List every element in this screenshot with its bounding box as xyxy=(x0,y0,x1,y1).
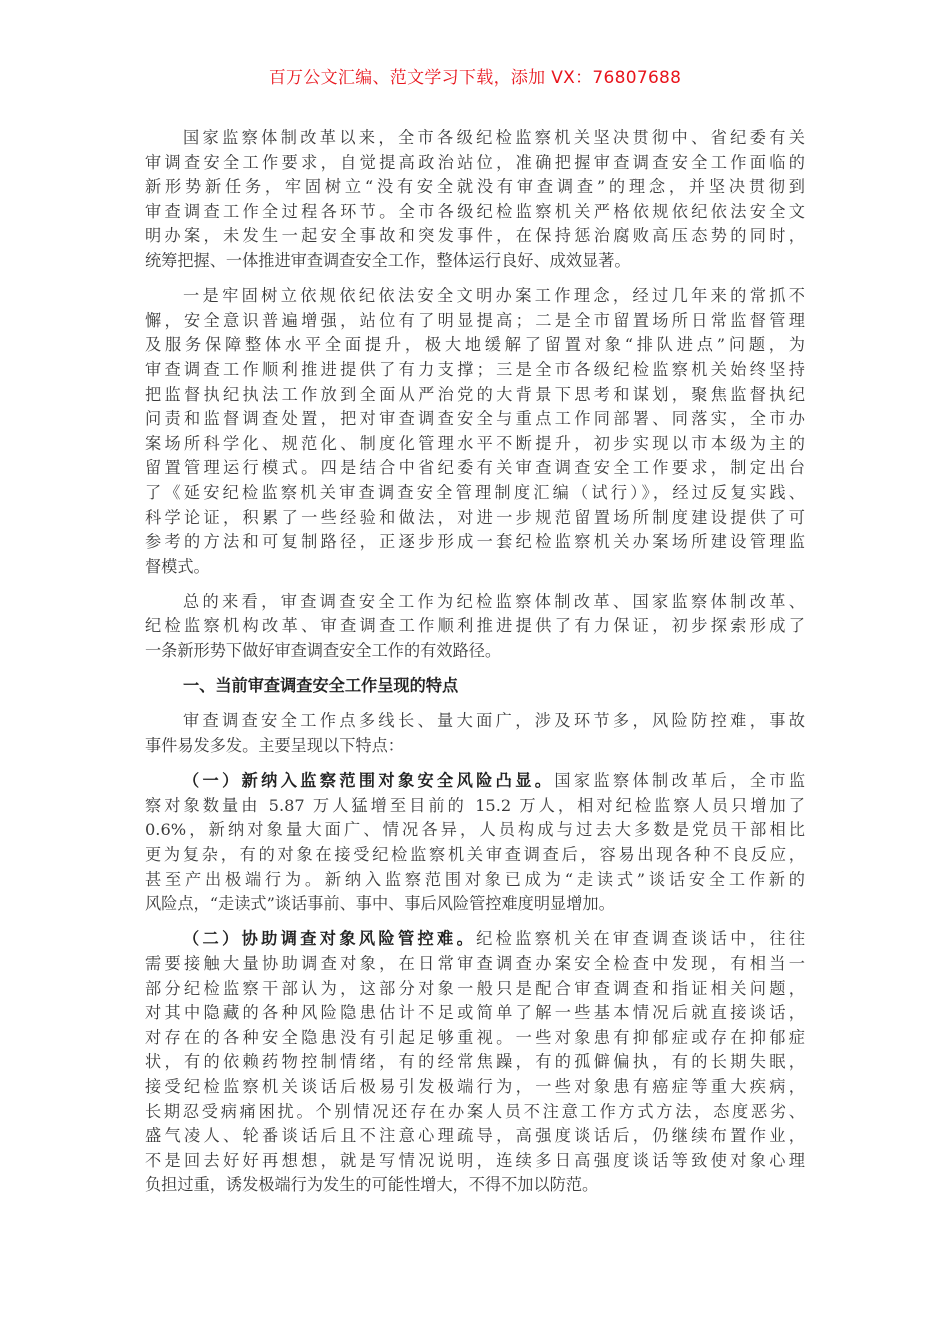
paragraph-point-1 xyxy=(145,769,805,917)
text-line: 不是回去好好再想想，就是写情况说明，连续多日高强度谈话等致使对象心理 xyxy=(145,1150,805,1170)
text-line: 更为复杂，有的对象在接受纪检监察机关审查调查后，容易出现各种不良反应， xyxy=(145,845,805,864)
text-line: 把监督执纪执法工作放到全面从严治党的大背景下思考和谋划，聚焦监督执纪 xyxy=(145,384,805,404)
text-line: 审查调查工作全过程各环节。全市各级纪检监察机关严格依规依纪依法安全文 xyxy=(145,201,805,221)
text-line: 对存在的各种安全隐患没有引起足够重视。一些对象患有抑郁症或存在抑郁症 xyxy=(145,1027,805,1047)
point-1-title: （一）新纳入监察范围对象安全风险凸显。 xyxy=(183,771,555,791)
paragraph-intro-reform xyxy=(145,126,805,274)
paragraph-summary xyxy=(145,590,805,664)
section-heading xyxy=(145,674,805,699)
text-line xyxy=(145,769,805,794)
text-line: 问责和监督调查处置，把对审查调查安全与重点工作同部署、同落实，全市办 xyxy=(145,409,805,429)
text-line: 参考的方法和可复制路径，正逐步形成一套纪检监察机关办案场所建设管理监 xyxy=(145,532,805,552)
document-body xyxy=(145,126,805,1198)
text-line: 一条新形势下做好审查调查安全工作的有效路径。 xyxy=(145,641,502,661)
text-line: 甚至产出极端行为。新纳入监察范围对象已成为“走读式”谈话安全工作新的 xyxy=(145,869,805,889)
section-heading-text: 一、当前审查调查安全工作呈现的特点 xyxy=(183,676,459,696)
point-2-title: （二）协助调查对象风险管控难。 xyxy=(183,929,477,949)
text-line: 懈，安全意识普遍增强，站位有了明显提高；二是全市留置场所日常监督管理 xyxy=(145,310,805,330)
text-line: 负担过重，诱发极端行为发生的可能性增大，不得不加以防范。 xyxy=(145,1175,599,1195)
watermark-header: 百万公文汇编、范文学习下载，添加 VX：76807688 xyxy=(268,68,682,88)
text-line: 审查调查工作顺利推进提供了有力支撑；三是全市各级纪检监察机关始终坚持 xyxy=(145,359,805,379)
text-line: 长期忍受病痛困扰。个别情况还存在办案人员不注意工作方式方法，态度恶劣、 xyxy=(145,1101,805,1121)
text-line: 督模式。 xyxy=(145,556,210,576)
paragraph-point-2 xyxy=(145,927,805,1198)
paragraph-section-intro xyxy=(145,709,805,758)
text-line: 接受纪检监察机关谈话后极易引发极端行为，一些对象患有癌症等重大疾病， xyxy=(145,1076,805,1096)
text-line: 统筹把握、一体推进审查调查安全工作，整体运行良好、成效显著。 xyxy=(145,250,631,270)
text-line xyxy=(145,927,805,952)
point-2-lead: 纪检监察机关在审查调查谈话中，往往 xyxy=(476,929,806,949)
text-line: 国家监察体制改革以来，全市各级纪检监察机关坚决贯彻中、省纪委有关 xyxy=(183,128,805,147)
text-line: 0.6%，新纳对象量大面广、情况各异，人员构成与过去大多数是党员干部相比 xyxy=(145,820,805,840)
text-line: 审调查安全工作要求，自觉提高政治站位，准确把握审查调查安全工作面临的 xyxy=(145,152,805,172)
text-line: 状，有的依赖药物控制情绪，有的经常焦躁，有的孤僻偏执，有的长期失眠， xyxy=(145,1052,805,1072)
text-line: 风险点，“走读式”谈话事前、事中、事后风险管控难度明显增加。 xyxy=(145,894,615,914)
text-line: 科学论证，积累了一些经验和做法，对进一步规范留置场所制度建设提供了可 xyxy=(145,507,805,527)
point-1-lead: 国家监察体制改革后，全市监 xyxy=(554,771,806,791)
text-line: 案场所科学化、规范化、制度化管理水平不断提升，初步实现以市本级为主的 xyxy=(145,433,805,453)
text-line: 了《延安纪检监察机关审查调查安全管理制度汇编（试行）》，经过反复实践、 xyxy=(145,482,805,502)
text-line: 一是牢固树立依规依纪依法安全文明办案工作理念，经过几年来的常抓不 xyxy=(183,286,805,306)
text-line: 新形势新任务，牢固树立“没有安全就没有审查调查”的理念，并坚决贯彻到 xyxy=(145,177,805,197)
text-line: 对其中隐藏的各种风险隐患估计不足或简单了解一些基本情况后就直接谈话， xyxy=(145,1003,805,1023)
text-line: 盛气凌人、轮番谈话后且不注意心理疏导，高强度谈话后，仍继续布置作业， xyxy=(145,1126,805,1146)
text-line: 总的来看，审查调查安全工作为纪检监察体制改革、国家监察体制改革、 xyxy=(183,591,805,611)
text-line: 察对象数量由 5.87 万人猛增至目前的 15.2 万人，相对纪检监察人员只增加了 xyxy=(145,795,805,815)
text-line: 部分纪检监察干部认为，这部分对象一般只是配合审查调查和指证相关问题， xyxy=(145,978,805,998)
text-line: 纪检监察机构改革、审查调查工作顺利推进提供了有力保证，初步探索形成了 xyxy=(145,616,805,636)
text-line: 需要接触大量协助调查对象，在日常审查调查办案安全检查中发现，有相当一 xyxy=(145,953,805,973)
text-line: 及服务保障整体水平全面提升，极大地缓解了留置对象“排队进点”问题，为 xyxy=(145,335,805,355)
text-line: 明办案，未发生一起安全事故和突发事件，在保持惩治腐败高压态势的同时， xyxy=(145,226,805,246)
paragraph-achievements xyxy=(145,284,805,579)
text-line: 留置管理运行模式。四是结合中省纪委有关审查调查安全工作要求，制定出台 xyxy=(145,458,805,478)
text-line: 审查调查安全工作点多线长、量大面广，涉及环节多，风险防控难，事故 xyxy=(183,711,805,731)
text-line: 事件易发多发。主要呈现以下特点： xyxy=(145,736,404,756)
